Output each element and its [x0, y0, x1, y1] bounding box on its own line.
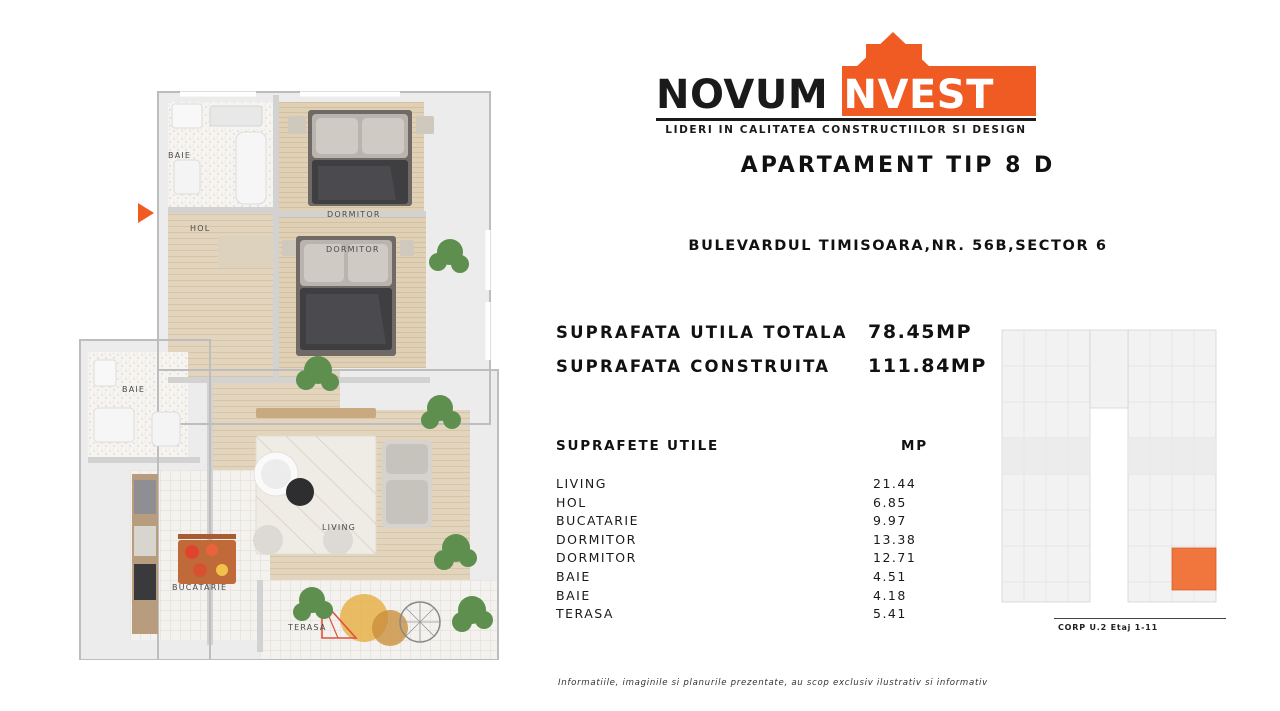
total-label-construita: SUPRAFATA CONSTRUITA — [556, 357, 831, 376]
room-area: 21.44 — [873, 476, 917, 491]
entry-arrow-icon — [138, 203, 154, 223]
info-panel — [548, 18, 1248, 698]
table-row — [556, 513, 976, 532]
room-name: DORMITOR — [556, 531, 637, 547]
logo-tagline: LIDERI IN CALITATEA CONSTRUCTIILOR SI DESIGN — [665, 124, 1027, 136]
room-label-living: LIVING — [322, 523, 357, 532]
areas-header-left: SUPRAFETE UTILE — [556, 438, 720, 454]
areas-table — [556, 438, 976, 625]
room-name: LIVING — [556, 476, 607, 491]
total-value-construita: 111.84MP — [868, 355, 987, 377]
areas-table-header — [556, 438, 976, 476]
room-name: BAIE — [556, 587, 591, 603]
room-name: BAIE — [556, 568, 591, 584]
brand-logo — [656, 32, 1036, 137]
keyplan-panel — [996, 318, 1236, 658]
logo-underline — [656, 118, 1036, 121]
keyplan-caption-rule — [1054, 618, 1226, 619]
room-area: 9.97 — [873, 513, 907, 529]
logo-text-novum: NOVUM — [656, 72, 829, 118]
logo-text — [656, 72, 994, 118]
room-label-terasa: TERASA — [288, 623, 327, 632]
room-area: 5.41 — [873, 606, 907, 622]
room-label-hol: HOL — [190, 224, 211, 233]
keyplan-caption: CORP U.2 Etaj 1-11 — [1058, 623, 1159, 632]
room-name: DORMITOR — [556, 550, 637, 566]
total-row-utila — [556, 323, 1006, 357]
table-row — [556, 588, 976, 607]
room-area: 6.85 — [873, 494, 907, 510]
keyplan-drawing — [996, 318, 1226, 618]
logo-text-invest: INVEST — [828, 72, 994, 118]
disclaimer-footnote: Informatiile, imaginile si planurile prezentate, au scop exclusiv ilustrativ si informativ — [558, 678, 988, 688]
floorplan-drawing — [60, 40, 530, 660]
page-title: APARTAMENT TIP 8 D — [740, 153, 1056, 178]
total-value-utila: 78.45MP — [868, 321, 973, 343]
room-name: BUCATARIE — [556, 513, 640, 529]
room-label-dormitor-1: DORMITOR — [327, 210, 381, 219]
room-label-baie-2: BAIE — [122, 385, 146, 394]
room-area: 4.18 — [873, 587, 907, 603]
keyplan-highlighted-unit — [1172, 548, 1216, 590]
room-name: HOL — [556, 494, 587, 510]
room-name: TERASA — [556, 606, 614, 622]
table-row — [556, 476, 976, 495]
total-row-construita — [556, 357, 1006, 391]
room-area: 12.71 — [873, 550, 917, 566]
table-row — [556, 495, 976, 514]
room-area: 4.51 — [873, 568, 907, 584]
room-label-baie-1: BAIE — [168, 151, 192, 160]
project-address: BULEVARDUL TIMISOARA,NR. 56B,SECTOR 6 — [688, 238, 1108, 254]
table-row — [556, 550, 976, 569]
totals-block — [556, 323, 1006, 391]
total-label-utila: SUPRAFATA UTILA TOTALA — [556, 323, 848, 342]
table-row — [556, 532, 976, 551]
areas-header-right: MP — [901, 438, 928, 454]
room-label-dormitor-2: DORMITOR — [326, 245, 380, 254]
table-row — [556, 569, 976, 588]
logo-roof-base-icon — [866, 44, 922, 68]
floorplan-panel — [60, 40, 530, 660]
table-row — [556, 606, 976, 625]
room-area: 13.38 — [873, 531, 917, 547]
room-label-bucatarie: BUCATARIE — [172, 583, 228, 592]
